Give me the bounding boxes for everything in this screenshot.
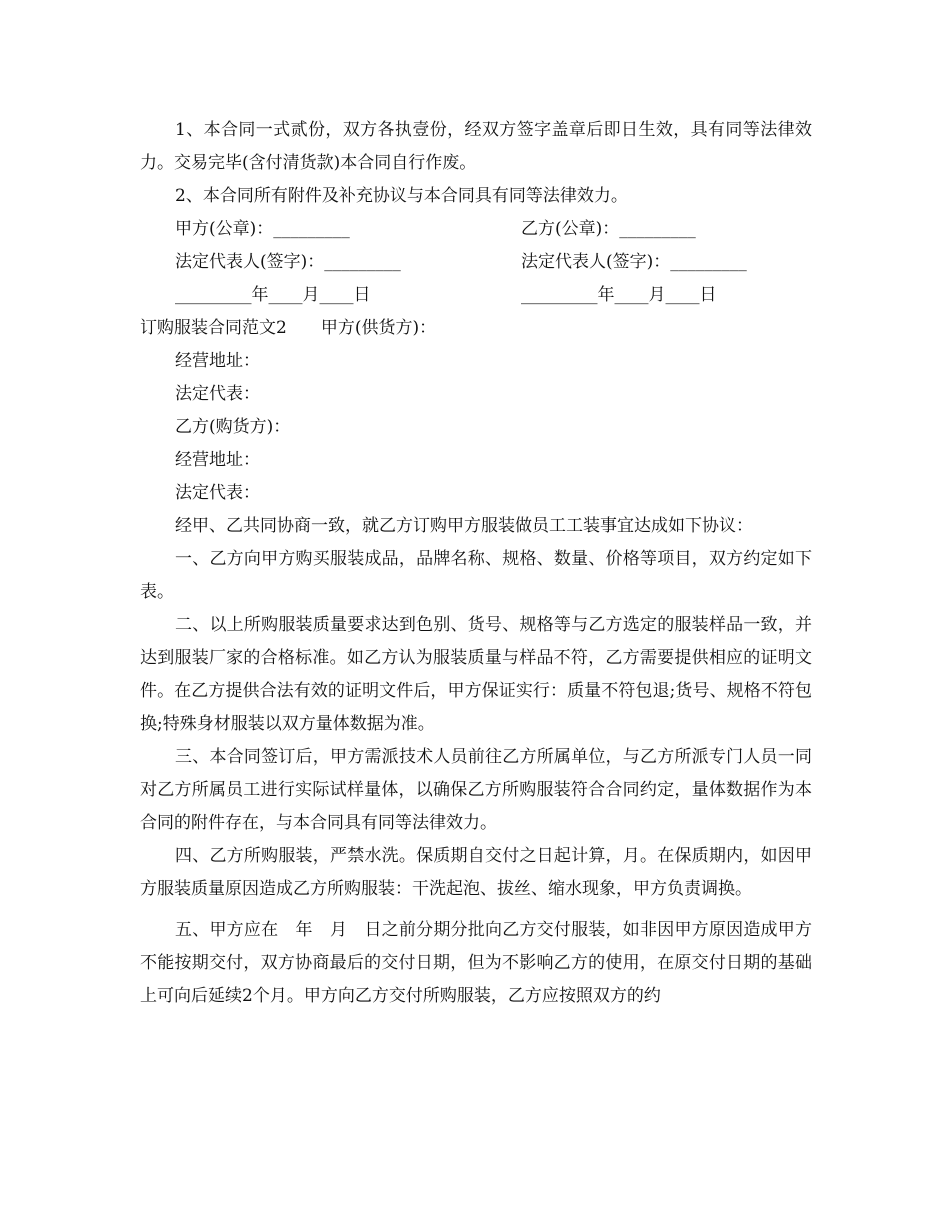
party-b-seal: 乙方(公章)：_________ [521, 219, 696, 239]
party-a-seal: 甲方(公章)：_________ [175, 219, 350, 239]
signature-row-representative [140, 246, 812, 279]
clause-5: 五、甲方应在 年 月 日之前分期分批向乙方交付服装，如非因甲方原因造成甲方不能按期交付，双方协商最后的交付日期，但为不影响乙方的使用，在原交付日期的基础上可向后延续2个月。甲方向乙方交付所购服装，乙方应按照双方的约 [140, 920, 812, 1006]
party-a-address: 经营地址： [175, 351, 260, 371]
document-page [140, 114, 812, 1013]
clause-4: 四、乙方所购服装，严禁水洗。保质期自交付之日起计算，月。在保质期内，如因甲方服装质量原因造成乙方所购服装：干洗起泡、拔丝、缩水现象，甲方负责调换。 [140, 846, 812, 899]
clause-1: 一、乙方向甲方购买服装成品，品牌名称、规格、数量、价格等项目，双方约定如下表。 [140, 549, 812, 602]
party-b-representative: 法定代表人(签字)：_________ [521, 252, 747, 272]
clause-attachments: 2、本合同所有附件及补充协议与本合同具有同等法律效力。 [175, 186, 628, 206]
party-b-heading: 乙方(购货方)： [175, 417, 291, 437]
clause-copies: 1、本合同一式贰份，双方各执壹份，经双方签字盖章后即日生效，具有同等法律效力。交易完毕(含付清货款)本合同自行作废。 [140, 120, 812, 173]
clause-2: 二、以上所购服装质量要求达到色别、货号、规格等与乙方选定的服装样品一致，并达到服装厂家的合格标准。如乙方认为服装质量与样品不符，乙方需要提供相应的证明文件。在乙方提供合法有效的证明文件后，甲方保证实行：质量不符包退;货号、规格不符包换;特殊身材服装以双方量体数据为准。 [140, 615, 812, 734]
party-a-legal-rep: 法定代表： [175, 384, 260, 404]
party-b-date: _________年____月____日 [521, 285, 717, 305]
clause-3: 三、本合同签订后，甲方需派技术人员前往乙方所属单位，与乙方所派专门人员一同对乙方所属员工进行实际试样量体，以确保乙方所购服装符合合同约定，量体数据作为本合同的附件存在，与本合同具有同等法律效力。 [140, 747, 812, 833]
signature-row-date [140, 279, 812, 312]
party-b-legal-rep: 法定代表： [175, 483, 260, 503]
party-a-date: _________年____月____日 [175, 285, 371, 305]
contract-title: 订购服装合同范文2 甲方(供货方)： [140, 318, 437, 338]
signature-row-seal [140, 213, 812, 246]
party-b-address: 经营地址： [175, 450, 260, 470]
agreement-intro: 经甲、乙共同协商一致，就乙方订购甲方服装做员工工装事宜达成如下协议： [175, 516, 753, 536]
party-a-representative: 法定代表人(签字)：_________ [175, 252, 401, 272]
